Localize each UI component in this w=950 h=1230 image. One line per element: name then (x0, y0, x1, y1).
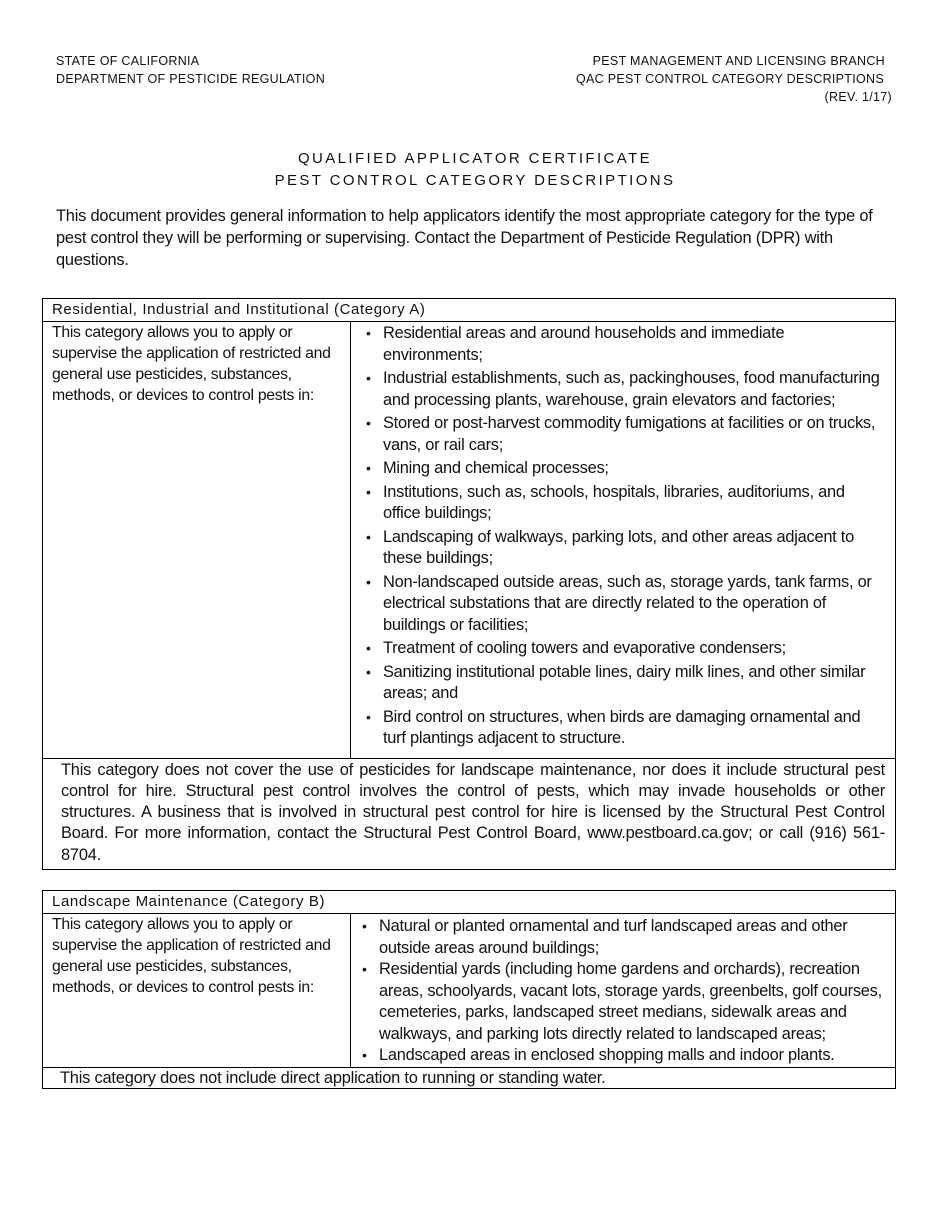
header-department: DEPARTMENT OF PESTICIDE REGULATION (56, 72, 326, 86)
category-b-table (42, 890, 896, 1089)
category-a-list (351, 323, 885, 750)
category-b-scope: This category allows you to apply or supervise the application of restricted and general use pesticides, substances, methods, or devices to control pests in: (43, 914, 351, 1067)
header-branch (576, 52, 892, 106)
list-item-text: Treatment of cooling towers and evaporative condensers; (383, 639, 786, 657)
page-title-line1: QUALIFIED APPLICATOR CERTIFICATE (297, 150, 653, 167)
list-item (351, 368, 885, 411)
category-a-row (43, 322, 895, 759)
bullet-icon: • (366, 370, 371, 386)
bullet-icon: • (362, 961, 367, 977)
header-form-name: QAC PEST CONTROL CATEGORY DESCRIPTIONS (576, 72, 884, 86)
bullet-icon: • (366, 325, 371, 341)
category-a-table (42, 298, 896, 870)
header-branch-name: PEST MANAGEMENT AND LICENSING BRANCH (592, 54, 885, 68)
category-b-heading: Landscape Maintenance (Category B) (43, 891, 895, 914)
category-b-list-cell (351, 914, 895, 1067)
list-item (351, 662, 885, 705)
bullet-icon: • (362, 918, 367, 934)
list-item-text: Natural or planted ornamental and turf landscaped areas and other outside areas around buildings; (379, 917, 848, 957)
header-revision: (REV. 1/17) (824, 90, 892, 104)
intro-paragraph: This document provides general information to help applicators identify the most appropriate category for the type of pest control they will be performing or supervising. Contact the Department of Pesticide Regulation (DPR) with questions. (56, 207, 873, 269)
list-item-text: Institutions, such as, schools, hospitals, libraries, auditoriums, and office buildings; (383, 482, 845, 522)
bullet-icon: • (366, 573, 371, 590)
list-item-text: Bird control on structures, when birds are damaging ornamental and turf plantings adjacent to structure. (383, 707, 861, 747)
list-item-text: Non-landscaped outside areas, such as, storage yards, tank farms, or electrical substations that are directly related to the operation of buildings or facilities; (383, 572, 872, 634)
list-item (351, 413, 885, 456)
list-item-text: Landscaped areas in enclosed shopping malls and indoor plants. (379, 1046, 835, 1064)
list-item-text: Landscaping of walkways, parking lots, and other areas adjacent to these buildings; (383, 527, 854, 567)
bullet-icon: • (366, 663, 371, 680)
list-item-text: Sanitizing institutional potable lines, dairy milk lines, and other similar areas; and (383, 662, 866, 702)
header-state: STATE OF CALIFORNIA (56, 54, 200, 68)
list-item (351, 1045, 885, 1067)
category-b-note: This category does not include direct application to running or standing water. (60, 1068, 606, 1087)
list-item (351, 707, 885, 750)
list-item (351, 527, 885, 570)
list-item (351, 638, 885, 660)
page-title (0, 148, 950, 192)
header-agency (56, 52, 325, 88)
bullet-icon: • (366, 528, 371, 545)
list-item (351, 482, 885, 525)
bullet-icon: • (366, 640, 371, 656)
list-item-text: Residential areas and around households and immediate environments; (383, 324, 785, 364)
category-b-row (43, 914, 895, 1068)
list-item (351, 458, 885, 480)
category-a-heading: Residential, Industrial and Institutional (Category A) (43, 299, 895, 322)
bullet-icon: • (366, 415, 371, 431)
list-item (351, 916, 885, 959)
category-a-list-cell (351, 322, 895, 758)
list-item (351, 959, 885, 1045)
list-item-text: Mining and chemical processes; (383, 459, 609, 477)
bullet-icon: • (366, 708, 371, 725)
bullet-icon: • (366, 460, 371, 476)
category-a-note: This category does not cover the use of pesticides for landscape maintenance, nor does it include structural pest control for hire. Structural pest control involves the control of pests, which may invade households or other structures. A business that is involved in structural pest control for hire is licensed by the Structural Pest Control Board. For more information, contact the Structural Pest Control Board, www.pestboard.ca.gov; or call (916) 561-8704. (61, 760, 885, 864)
list-item-text: Stored or post-harvest commodity fumigations at facilities or on trucks, vans, or rail cars; (383, 414, 876, 454)
category-a-scope: This category allows you to apply or supervise the application of restricted and general use pesticides, substances, methods, or devices to control pests in: (43, 322, 351, 758)
list-item-text: Industrial establishments, such as, packinghouses, food manufacturing and processing plants, warehouse, grain elevators and factories; (383, 369, 880, 409)
category-b-list (351, 916, 885, 1067)
page-title-line2: PEST CONTROL CATEGORY DESCRIPTIONS (274, 172, 676, 189)
bullet-icon: • (362, 1047, 367, 1063)
list-item-text: Residential yards (including home gardens and orchards), recreation areas, schoolyards, vacant lots, storage yards, greenbelts, golf courses, cemeteries, parks, landscaped street medians, sidewalk areas and walkways, and parking lots directly related to landscaped areas; (379, 960, 882, 1043)
list-item (351, 572, 885, 637)
bullet-icon: • (366, 483, 371, 500)
list-item (351, 323, 885, 366)
